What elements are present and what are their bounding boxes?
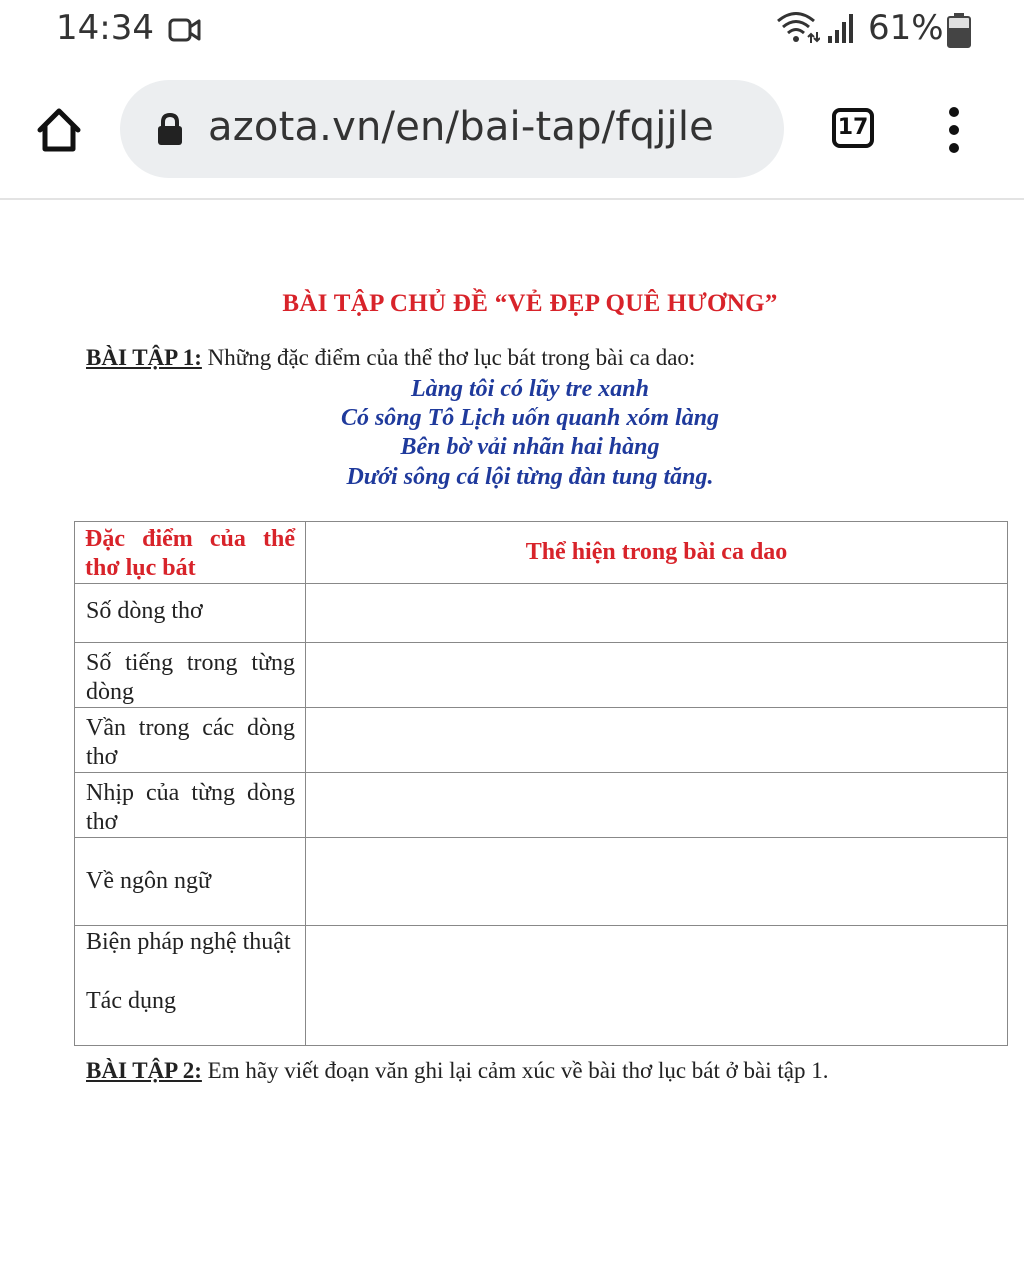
- menu-icon[interactable]: [944, 104, 964, 156]
- table-row: [75, 708, 1008, 773]
- document-title: BÀI TẬP CHỦ ĐỀ “VẺ ĐẸP QUÊ HƯƠNG”: [282, 290, 778, 317]
- poem-line-3: Bên bờ vải nhãn hai hàng: [400, 434, 660, 460]
- row-answer-cell[interactable]: [306, 643, 1008, 708]
- table-row: [75, 926, 1008, 1046]
- row-answer-cell[interactable]: [306, 584, 1008, 643]
- address-bar[interactable]: [120, 80, 784, 178]
- home-icon[interactable]: [34, 106, 84, 154]
- table-row: [75, 643, 1008, 708]
- tab-switcher-button[interactable]: 17: [832, 108, 874, 148]
- feature-table: [74, 521, 1008, 1046]
- exercise-1-label: BÀI TẬP 1:: [86, 345, 202, 370]
- lock-icon: [156, 112, 184, 146]
- row-answer-cell[interactable]: [306, 708, 1008, 773]
- battery-icon: [946, 12, 972, 48]
- status-time: 14:34: [56, 8, 154, 48]
- table-row: [75, 773, 1008, 838]
- exercise-2-label: BÀI TẬP 2:: [86, 1058, 202, 1083]
- table-header-row: [75, 522, 1008, 584]
- exercise-1-text: Những đặc điểm của thể thơ lục bát trong bài ca dao:: [201, 345, 696, 370]
- wifi-icon: [776, 10, 820, 44]
- signal-icon: [826, 12, 856, 44]
- browser-toolbar: [0, 62, 1024, 200]
- battery-percentage: 61%: [868, 8, 944, 48]
- row-answer-cell[interactable]: [306, 838, 1008, 926]
- row-feature: Nhịp của từng dòng thơ: [86, 780, 295, 835]
- table-row: [75, 838, 1008, 926]
- row-feature: Số tiếng trong từng dòng: [86, 650, 295, 705]
- row-feature: Biện pháp nghệ thuật: [86, 929, 291, 955]
- poem-line-4: Dưới sông cá lội từng đàn tung tăng.: [346, 464, 714, 490]
- video-camera-icon: [168, 16, 202, 44]
- exercise-2-text: Em hãy viết đoạn văn ghi lại cảm xúc về bài thơ lục bát ở bài tập 1.: [201, 1058, 829, 1083]
- row-answer-cell[interactable]: [306, 773, 1008, 838]
- status-bar: [0, 0, 1024, 62]
- header-expression: Thể hiện trong bài ca dao: [306, 522, 1008, 584]
- header-feature: Đặc điểm của thể thơ lục bát: [85, 526, 295, 581]
- row-feature-extra: Tác dụng: [86, 988, 176, 1014]
- table-row: [75, 584, 1008, 643]
- row-feature: Số dòng thơ: [86, 598, 203, 624]
- row-feature: Vần trong các dòng thơ: [86, 715, 295, 770]
- exercise-1-prompt: [86, 345, 695, 371]
- row-feature: Về ngôn ngữ: [86, 868, 211, 894]
- poem-line-2: Có sông Tô Lịch uốn quanh xóm làng: [340, 405, 720, 431]
- row-answer-cell[interactable]: [306, 926, 1008, 1046]
- url-text[interactable]: azota.vn/en/bai-tap/fqjjle: [208, 104, 714, 150]
- exercise-2-prompt: [86, 1058, 829, 1084]
- poem-line-1: Làng tôi có lũy tre xanh: [410, 376, 650, 402]
